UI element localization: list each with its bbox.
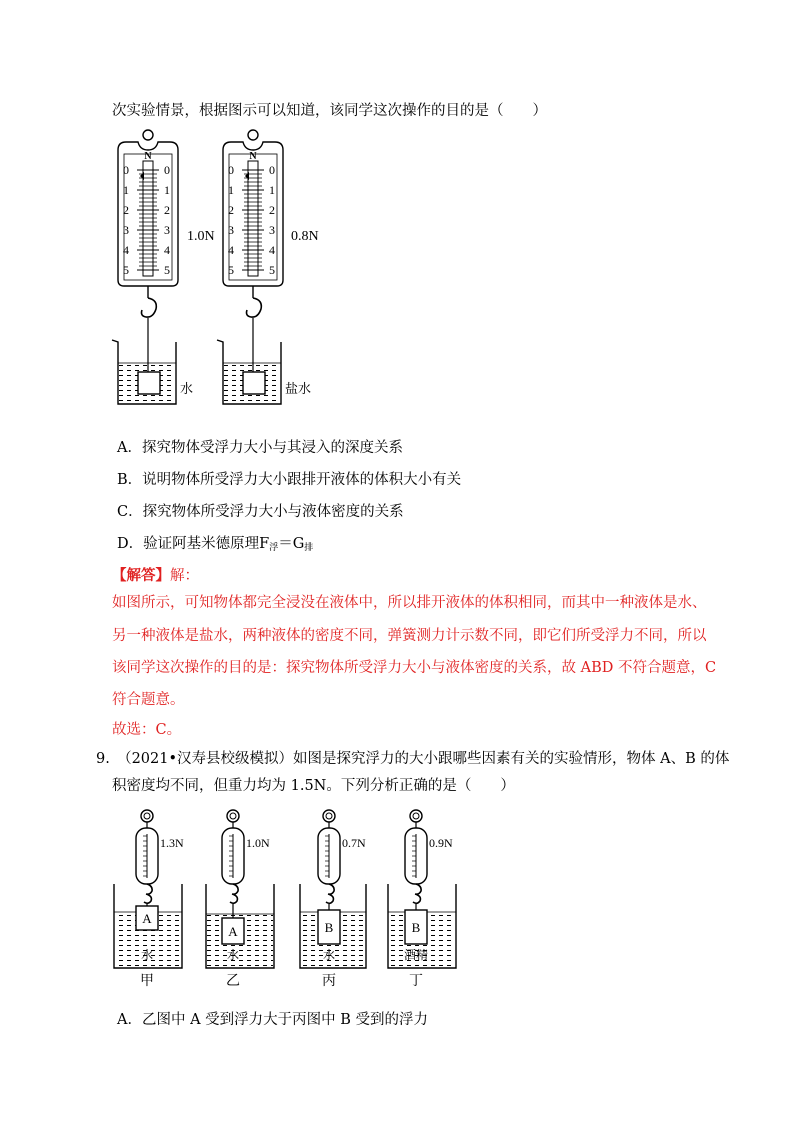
object-label: A bbox=[142, 911, 152, 926]
hook-icon bbox=[247, 298, 262, 317]
object-label: B bbox=[411, 920, 421, 935]
answer-line-5: 故选：C。 bbox=[112, 722, 182, 738]
figure-label: 甲 bbox=[140, 973, 154, 989]
tick-label-left: 2 bbox=[228, 203, 234, 217]
q9-option-a: A．乙图中 A 受到浮力大于丙图中 B 受到的浮力 bbox=[117, 1012, 429, 1028]
tick-label-right: 5 bbox=[164, 263, 170, 277]
ring-inner bbox=[230, 813, 236, 819]
q9-line-1: 9. （2021•汉寿县校级模拟）如图是探究浮力的大小跟哪些因素有关的实验情形，物体 A、B 的体 bbox=[96, 751, 730, 767]
option-d-text: D．验证阿基米德原理F bbox=[117, 536, 270, 552]
submerged-object bbox=[243, 372, 265, 394]
option-d bbox=[117, 532, 313, 553]
left-liquid-label: 水 bbox=[180, 382, 194, 397]
answer-label: 【解答】 bbox=[112, 567, 170, 584]
tick-label-left: 5 bbox=[123, 263, 129, 277]
liquid-label: 水 bbox=[322, 948, 336, 962]
scale-unit: N bbox=[249, 151, 257, 162]
option-c: C．探究物体所受浮力大小与液体密度的关系 bbox=[117, 504, 404, 520]
figure-label: 乙 bbox=[226, 973, 240, 989]
tick-label-right: 4 bbox=[269, 243, 275, 257]
object-label: B bbox=[324, 920, 334, 935]
left-reading: 1.0N bbox=[187, 229, 215, 244]
option-d-sub-fu: 浮 bbox=[269, 543, 279, 553]
tick-label-left: 1 bbox=[228, 183, 234, 197]
scale-reading: 1.0N bbox=[246, 836, 270, 850]
scale-reading: 1.3N bbox=[160, 836, 184, 850]
setup-4 bbox=[388, 810, 456, 989]
submerged-object bbox=[138, 372, 160, 394]
liquid-label: 水 bbox=[226, 948, 240, 962]
scale-reading: 0.9N bbox=[429, 836, 453, 850]
pointer-icon bbox=[245, 172, 249, 180]
figure-label: 丙 bbox=[322, 973, 336, 989]
spring-scale-right bbox=[217, 130, 283, 404]
ring-icon bbox=[141, 810, 153, 822]
ring-icon bbox=[248, 130, 258, 140]
option-b: B．说明物体所受浮力大小跟排开液体的体积大小有关 bbox=[117, 472, 462, 488]
hook-icon bbox=[142, 298, 157, 317]
tick-label-right: 3 bbox=[164, 223, 170, 237]
figure-1 bbox=[110, 128, 340, 413]
scale-unit: N bbox=[144, 151, 152, 162]
tick-label-right: 5 bbox=[269, 263, 275, 277]
option-d-sub-pai: 排 bbox=[304, 543, 314, 553]
setup-1 bbox=[114, 810, 184, 989]
tick-label-left: 4 bbox=[123, 243, 129, 257]
liquid-label: 水 bbox=[140, 948, 154, 962]
answer-jie: 解： bbox=[170, 568, 199, 584]
tick-label-left: 4 bbox=[228, 243, 234, 257]
figure-label: 丁 bbox=[409, 973, 423, 989]
tick-label-left: 0 bbox=[123, 163, 129, 177]
tick-label-right: 2 bbox=[269, 203, 275, 217]
ring-inner bbox=[413, 813, 419, 819]
pointer-icon bbox=[140, 172, 144, 180]
right-reading: 0.8N bbox=[291, 229, 319, 244]
tick-label-right: 1 bbox=[269, 183, 275, 197]
answer-line-2: 另一种液体是盐水，两种液体的密度不同，弹簧测力计示数不同，即它们所受浮力不同，所以 bbox=[112, 628, 707, 644]
object-label: A bbox=[228, 924, 238, 939]
tick-label-left: 3 bbox=[228, 223, 234, 237]
option-d-equals: ＝G bbox=[278, 536, 305, 552]
ring-icon bbox=[410, 810, 422, 822]
tick-label-right: 2 bbox=[164, 203, 170, 217]
tick-label-right: 3 bbox=[269, 223, 275, 237]
tick-label-right: 1 bbox=[164, 183, 170, 197]
tick-label-right: 4 bbox=[164, 243, 170, 257]
liquid-label: 酒精 bbox=[403, 948, 429, 962]
hook-icon bbox=[230, 884, 238, 903]
setup-2 bbox=[206, 810, 274, 989]
spring-scale-left bbox=[112, 130, 178, 404]
q9-line-2: 积密度均不同，但重力均为 1.5N。下列分析正确的是（ ） bbox=[112, 778, 515, 794]
hook-icon bbox=[326, 884, 334, 903]
option-a: A．探究物体受浮力大小与其浸入的深度关系 bbox=[117, 440, 403, 456]
tick-label-right: 0 bbox=[269, 163, 275, 177]
answer-line-1: 如图所示，可知物体都完全浸没在液体中，所以排开液体的体积相同，而其中一种液体是水、 bbox=[112, 595, 707, 611]
ring-icon bbox=[323, 810, 335, 822]
tick-label-left: 3 bbox=[123, 223, 129, 237]
ring-inner bbox=[144, 813, 150, 819]
right-liquid-label: 盐水 bbox=[285, 382, 312, 397]
tick-label-left: 2 bbox=[123, 203, 129, 217]
figure-2 bbox=[110, 808, 480, 990]
answer-line-3: 该同学这次操作的目的是：探究物体所受浮力大小与液体密度的关系，故 ABD 不符合题意，C bbox=[112, 660, 717, 676]
answer-line-4: 符合题意。 bbox=[112, 692, 185, 708]
hook-icon bbox=[144, 884, 152, 903]
intro-line: 次实验情景，根据图示可以知道，该同学这次操作的目的是（ ） bbox=[112, 103, 547, 119]
hook-icon bbox=[413, 884, 421, 903]
tick-label-left: 5 bbox=[228, 263, 234, 277]
setup-3 bbox=[300, 810, 366, 989]
tick-label-left: 1 bbox=[123, 183, 129, 197]
ring-inner bbox=[326, 813, 332, 819]
scale-reading: 0.7N bbox=[342, 836, 366, 850]
ring-icon bbox=[227, 810, 239, 822]
answer-header bbox=[112, 564, 199, 585]
tick-label-left: 0 bbox=[228, 163, 234, 177]
ring-icon bbox=[143, 130, 153, 140]
tick-label-right: 0 bbox=[164, 163, 170, 177]
